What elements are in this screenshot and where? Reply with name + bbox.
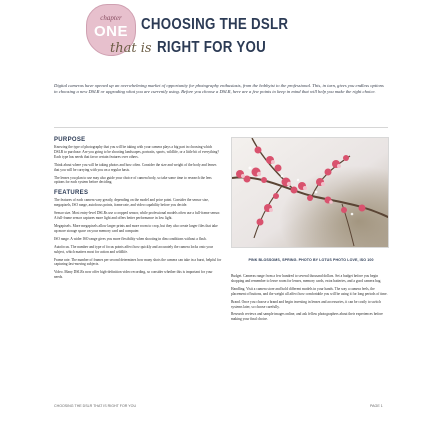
paragraph: The lenses you plan to use may also guide your choice of camera body, so take some time to research the lens options for each system before deciding.	[54, 175, 212, 185]
subtitle-main: RIGHT FOR YOU	[156, 39, 266, 56]
paragraph: Think about where you will be taking photos and how often. Consider the size and weight of the body and lenses that you will be carrying with you on a regular basis.	[54, 162, 217, 172]
blossom-photo	[231, 137, 389, 248]
intro-paragraph: Digital cameras have opened up an overwhelming market of opportunity for photography enthusiasts, from the hobbyist to the professional. This, in turn, gives you endless options in choosing a new DSLR or upgrading what you are currently using. Before you choose a DSLR, here are a few points to keep in mind that will help you make the right choice.	[54, 83, 384, 95]
paragraph: ISO range. A wider ISO range gives you more flexibility when shooting in dim conditions without a flash.	[54, 236, 207, 241]
photo-caption: PINK BLOSSOMS, SPRING. PHOTO BY LOTUS PHOTO LOVE, ISO 100	[248, 258, 374, 262]
section-heading-purpose: PURPOSE	[54, 137, 86, 143]
paragraph: Autofocus. The number and type of focus points affect how quickly and accurately the camera locks onto your subject, which matters most for action and wildlife.	[54, 244, 213, 254]
chapter-label: chapter	[100, 14, 122, 22]
page-title: CHOOSING THE DSLR	[141, 16, 289, 33]
page-subtitle	[110, 37, 283, 57]
divider	[54, 127, 388, 128]
paragraph: The features of each camera vary greatly, depending on the model and price point. Consider the sensor size, megapixels, ISO range, autofocus points, frame rate, and video capability before you decide.	[54, 198, 209, 208]
paragraph: Megapixels. More megapixels allow larger prints and more room to crop, but they also create larger files that take up more storage space on your memory card and computer.	[54, 223, 218, 233]
page-number: PAGE 1	[370, 404, 383, 408]
paragraph: Knowing the type of photography that you will be taking with your camera plays a big part in choosing which DSLR to purchase. Are you going to be shooting landscapes, portraits, sports, wildlife, or a little bit of everything? Each type has needs that favor certain features over others.	[54, 145, 219, 159]
left-column	[54, 137, 222, 283]
footer-title: CHOOSING THE DSLR THAT IS RIGHT FOR YOU	[54, 404, 137, 408]
chapter-number: ONE	[93, 23, 128, 40]
paragraph: Research reviews and sample images online, and ask fellow photographers about their experiences before making your final choice.	[231, 312, 383, 322]
section-heading-features: FEATURES	[54, 190, 89, 197]
paragraph: Handling. Visit a camera store and hold different models in your hands. The way a camera feels, the placement of buttons, and the weight all affect how comfortable you will be using it for long periods of time.	[231, 286, 388, 296]
paragraph: Video. Many DSLRs now offer high-definition video recording, so consider whether this is important for your needs.	[54, 270, 213, 280]
paragraph: Frame rate. The number of frames per second determines how many shots the camera can take in a burst, helpful for capturing fast-moving subjects.	[54, 257, 222, 267]
subtitle-script: that is	[110, 41, 152, 56]
paragraph: Budget. Cameras range from a few hundred to several thousand dollars. Set a budget before you begin shopping and remember to leave room for lenses, memory cards, extra batteries, and a good camera bag.	[231, 274, 382, 283]
paragraph: Sensor size. Most entry-level DSLRs use a cropped sensor, while professional models often use a full-frame sensor. A full-frame sensor captures more light and offers better performance in low light.	[54, 211, 221, 221]
paragraph: Brand. Once you choose a brand and begin investing in lenses and accessories, it can be costly to switch systems later, so choose carefully.	[231, 299, 381, 309]
right-column	[231, 274, 389, 325]
